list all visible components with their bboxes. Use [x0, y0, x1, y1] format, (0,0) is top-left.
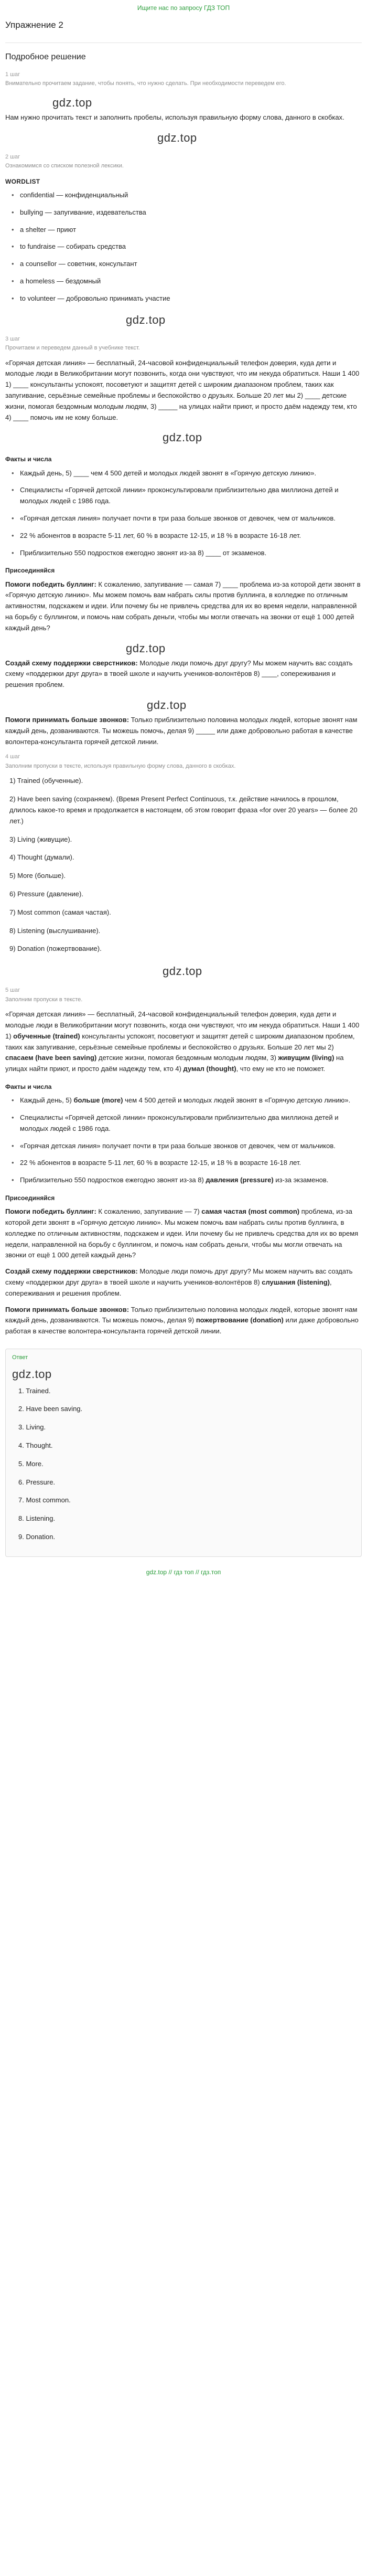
list-item: 8) Listening (выслушивание). — [9, 926, 101, 935]
join-text: Только приблизительно половина молодых людей, которые звонят нам каждый день, дозваниваются. Ты можешь помочь, делая 9) _____ или даже добровольно работая в качестве волонтера-консультанта горячей детской линии. — [5, 715, 358, 746]
join-lead: Создай схему поддержки сверстников: — [5, 1267, 138, 1276]
exercise-title: Упражнение 2 — [5, 20, 63, 30]
list-item: • a shelter — приют — [15, 225, 362, 236]
watermark: gdz.top — [52, 96, 92, 109]
watermark: gdz.top — [12, 1367, 52, 1381]
watermark: gdz.top — [157, 131, 197, 144]
text-run: Приблизительно 550 подростков ежегодно звонят из-за 8) — [20, 1176, 206, 1184]
list-item: • to fundraise — собирать средства — [15, 241, 362, 252]
text-run: К сожалению, запугивание — 7) — [96, 1207, 202, 1216]
step-label: 4 шаг — [5, 754, 20, 760]
step-label: 2 шаг — [5, 153, 20, 160]
join-heading: Присоединяйся — [5, 1194, 55, 1202]
filled-answer: давления (pressure) — [206, 1176, 274, 1184]
footer-separator: // — [168, 1568, 172, 1576]
list-item: 5. More. — [18, 1459, 44, 1468]
join-lead: Помоги принимать больше звонков: — [5, 1305, 129, 1313]
step-text: Нам нужно прочитать текст и заполнить пробелы, используя правильную форму слова, данного в скобках. — [5, 113, 344, 121]
list-item — [15, 1095, 362, 1106]
list-item: 4. Thought. — [18, 1441, 53, 1449]
list-item: • Каждый день, 5) ____ чем 4 500 детей и молодых людей звонят в «Горячую детскую линию». — [15, 468, 362, 479]
list-item: • a counsellor — советник, консультант — [15, 259, 362, 270]
translated-paragraph: «Горячая детская линия» — бесплатный, 24-часовой конфиденциальный телефон доверия, куда дети и молодые люди в Великобритании могут позвонить, когда они чувствуют, что им некуда обратиться. Наши 1 400 1) ____ консультанты успокоят, посоветуют и защитят детей с широким диапазоном проблем, таких как запугивание, серьёзные семейные проблемы и беспокойство о друзьях. Больше 20 лет мы 2) ____ детские жизни, помогая бездомным молодым людям, 3) _____ на улицах найти приют, и просто даём надежду тем, кто 4) ____ помочь им не кому больше. — [5, 358, 360, 421]
join-paragraph — [5, 658, 362, 691]
answers-list — [9, 776, 362, 955]
footer-link[interactable]: гдз.топ — [201, 1568, 221, 1576]
text-run: консультанты успокоят, посоветуют и защитят детей с широким диапазоном проблем, таких как запугивание, серьёзные семейные проблемы и беспокойство о друзьях. Больше 20 лет мы 2) — [5, 1032, 355, 1051]
join-heading: Присоединяйся — [5, 567, 55, 575]
footer — [5, 1567, 362, 1577]
top-bar — [5, 0, 362, 14]
watermark: gdz.top — [126, 313, 166, 326]
list-item: • bullying — запугивание, издевательства — [15, 207, 362, 218]
text-run: Молодые люди помочь друг другу? Мы можем научить вас создать схему «поддержки друг друга» в твоей школе и научить учеников-волонтёров 8) — [5, 1267, 353, 1286]
text-run: , что ему не кто не поможет. — [236, 1065, 326, 1073]
text-run: «Горячая детская линия» получает почти в три раза больше звонков от девочек, чем от мальчиков. — [20, 1141, 336, 1150]
list-item: • 22 % абонентов в возрасте 5-11 лет, 60 % в возрасте 12-15, и 18 % в возрасте 16-18 лет. — [15, 531, 362, 542]
step-description: Внимательно прочитаем задание, чтобы понять, что нужно сделать. При необходимости переведем его. — [5, 80, 286, 87]
list-item: • to volunteer — добровольно принимать участие — [15, 293, 362, 304]
list-item: • Специалисты «Горячей детской линии» проконсультировали приблизительно два миллиона детей и молодых людей с 1986 года. — [15, 485, 362, 507]
list-item: 1. Trained. — [18, 1386, 51, 1395]
step-label: 1 шаг — [5, 71, 20, 78]
text-run: проблема, из-за которой дети звонят в «Горячую детскую линию». Мы можем помочь вам набрать силы против буллинга, в колледже по отличным активностям, подскажем и идеи. Или почему бы не привлечь средства для их во время недели, направленной на борьбу с буллингом, и помочь нам собрать деньги, чтобы мы могли отвечать на звонки от ещё 1 000 детей каждый день? — [5, 1207, 359, 1259]
join-paragraph — [5, 715, 362, 747]
text-run: Каждый день, 5) — [20, 1096, 74, 1105]
list-item — [15, 1158, 362, 1169]
watermark: gdz.top — [126, 641, 166, 655]
watermark: gdz.top — [163, 964, 202, 978]
filled-answer: пожертвование (donation) — [196, 1316, 284, 1324]
list-item: 7) Most common (самая частая). — [9, 908, 111, 916]
list-item: 3) Living (живущие). — [9, 835, 72, 843]
text-run: «Горячая детская линия» — бесплатный, 24-часовой конфиденциальный телефон доверия, куда дети и молодые люди в Великобритании могут позвонить, когда они чувствуют, что им некуда обратиться. Наши 1 400 1) — [5, 1010, 360, 1040]
list-item: 4) Thought (думали). — [9, 853, 74, 862]
solution-title: Подробное решение — [5, 52, 86, 62]
answer-box — [5, 1349, 362, 1557]
list-item: 6. Pressure. — [18, 1478, 56, 1486]
text-run: , сопереживания и решения проблем. — [5, 1278, 332, 1297]
list-item: 1) Trained (обученные). — [9, 777, 83, 785]
filled-answer: обученные (trained) — [13, 1032, 80, 1040]
step-description: Прочитаем и переведем данный в учебнике текст. — [5, 345, 140, 352]
text-run: чем 4 500 детей и молодых людей звонят в «Горячую детскую линию». — [123, 1096, 351, 1105]
list-item: 5) More (больше). — [9, 872, 66, 880]
step-label: 3 шаг — [5, 335, 20, 342]
step-description: Заполним пропуски в тексте. — [5, 996, 83, 1003]
list-item — [15, 1175, 362, 1186]
facts-heading: Факты и числа — [5, 455, 52, 463]
text-run: 22 % абонентов в возрасте 5-11 лет, 60 % в возрасте 12-15, и 18 % в возрасте 16-18 лет. — [20, 1159, 301, 1167]
facts-list — [15, 1095, 362, 1186]
text-run: Специалисты «Горячей детской линии» проконсультировали приблизительно два миллиона детей и молодых людей с 1986 года. — [20, 1114, 339, 1132]
join-paragraph — [5, 1305, 362, 1337]
join-lead: Помоги победить буллинг: — [5, 580, 96, 588]
list-item: • a homeless — бездомный — [15, 276, 362, 287]
search-hint-link[interactable]: Ищите нас по запросу ГДЗ ТОП — [137, 4, 230, 12]
answer-label: Ответ — [12, 1354, 28, 1361]
answer-list — [18, 1386, 355, 1543]
step-description: Ознакомимся со списком полезной лексики. — [5, 163, 124, 169]
join-paragraph — [5, 579, 362, 634]
join-paragraph — [5, 1206, 362, 1261]
footer-link[interactable]: гдз топ — [174, 1568, 194, 1576]
footer-link[interactable]: gdz.top — [146, 1568, 167, 1576]
list-item: 2) Have been saving (сохраняем). (Время Present Perfect Continuous, т.к. действие начилось в прошлом, длилось какое-то время и продолжается в настоящем, об этом говорит фраза «for over 20 years» — более 20 лет.) — [9, 795, 358, 825]
list-item: • Приблизительно 550 подростков ежегодно звонят из-за 8) ____ от экзаменов. — [15, 548, 362, 559]
facts-heading: Факты и числа — [5, 1083, 52, 1091]
text-run: из-за экзаменов. — [273, 1176, 329, 1184]
text-run: Только приблизительно половина молодых людей, которые звонят нам каждый день, дозваниваются. Ты можешь помочь, делая 9) — [5, 1305, 358, 1324]
join-lead: Создай схему поддержки сверстников: — [5, 659, 138, 667]
list-item — [15, 1141, 362, 1152]
step-label: 5 шаг — [5, 987, 20, 994]
list-item: 8. Listening. — [18, 1514, 56, 1523]
list-item — [15, 1112, 362, 1135]
list-item: • «Горячая детская линия» получает почти в три раза больше звонков от девочек, чем от мальчиков. — [15, 513, 362, 524]
list-item: 2. Have been saving. — [18, 1405, 83, 1413]
join-lead: Помоги принимать больше звонков: — [5, 715, 129, 724]
filled-answer: самая частая (most common) — [201, 1207, 300, 1216]
watermark: gdz.top — [163, 431, 202, 444]
join-paragraph — [5, 1266, 362, 1299]
wordlist-heading: WORDLIST — [5, 177, 40, 185]
facts-list — [15, 468, 362, 559]
filled-answer: думал (thought) — [183, 1065, 236, 1073]
join-text: К сожалению, запугивание — самая 7) ____ проблема из-за которой дети звонят в «Горячую детскую линию». Мы можем помочь вам набрать силы против буллинга, в колледже по отличным активностям, подскажем и идеи. Или почему бы не привлечь средства для их во время недели, направленной на борьбу с буллингом, и помочь нам собрать деньги, чтобы мы могли отвечать на звонки от ещё 1 000 детей каждый день? — [5, 580, 361, 632]
filled-answer: спасаем (have been saving) — [5, 1054, 97, 1062]
filled-answer: больше (more) — [73, 1096, 123, 1105]
text-run: или даже добровольно работая в качестве волонтера-консультанта горячей детской линии. — [5, 1316, 359, 1335]
footer-separator: // — [196, 1568, 199, 1576]
filled-paragraph — [5, 1009, 362, 1075]
join-text: Молодые люди помочь друг другу? Мы можем научить вас создать схему «поддержки друг друга» в твоей школе и научить учеников-волонтёров 8) ____, сопереживания и решения проблем. — [5, 659, 353, 689]
watermark: gdz.top — [147, 698, 187, 712]
text-run: детские жизни, помогая бездомным молодым людям, 3) — [96, 1054, 278, 1062]
text-run: на улицах найти приют, и просто даём надежду тем, кто 4) — [5, 1054, 344, 1073]
wordlist — [15, 190, 362, 304]
list-item: 9. Donation. — [18, 1532, 56, 1541]
join-lead: Помоги победить буллинг: — [5, 1207, 96, 1216]
step-description: Заполним пропуски в тексте, используя правильную форму слова, данного в скобках. — [5, 762, 236, 769]
list-item: 3. Living. — [18, 1423, 46, 1432]
list-item: 6) Pressure (давление). — [9, 890, 83, 898]
filled-answer: живущим (living) — [278, 1054, 334, 1062]
filled-answer: слушания (listening) — [262, 1278, 330, 1286]
list-item: 9) Donation (пожертвование). — [9, 945, 102, 953]
list-item: • confidential — конфиденциальный — [15, 190, 362, 201]
list-item: 7. Most common. — [18, 1496, 71, 1504]
